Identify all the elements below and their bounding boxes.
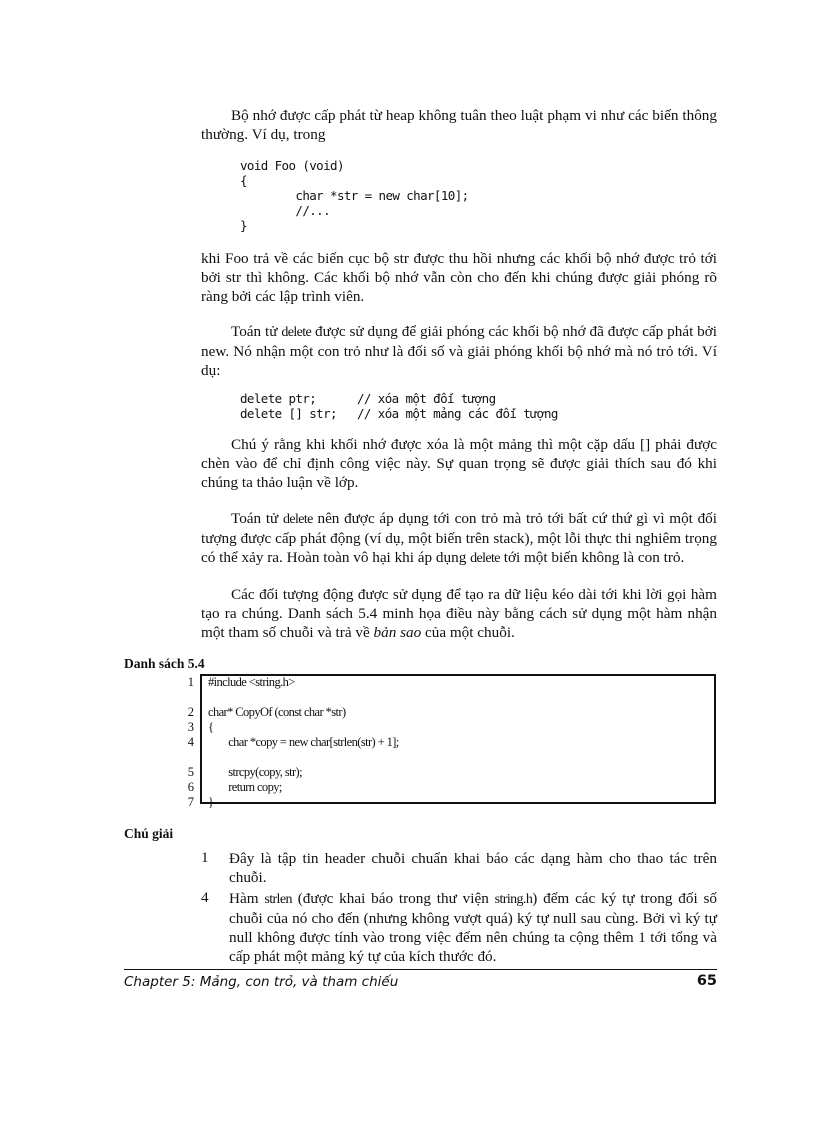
listing-heading: Danh sách 5.4 (124, 656, 205, 671)
keyword-strlen: strlen (264, 892, 292, 907)
paragraph-delete-intro: Toán tử delete được sử dụng để giải phóng các khối bộ nhớ đã được cấp phát bởi new. Nó nhận một con trỏ như là đối số và giải phóng khối bộ nhớ mà nó trỏ tới. Ví dụ: (201, 323, 717, 379)
code-foo-example: void Foo (void) { char *str = new char[10]; //... } (240, 158, 469, 233)
note-text: Hàm strlen (được khai báo trong thư viện string.h) đếm các ký tự trong đối số chuỗi của nó cho đến (nhưng không vượt quá) ký tự null sau cùng. Bởi vì ký tự null không được tính vào trong việc đếm nên chúng ta cộng thêm 1 tới tổng và cấp phát một mảng ký tự của kích thước đó. (229, 890, 718, 965)
code-delete-statements: delete ptr; delete [] str; (240, 391, 337, 421)
code-delete-comments: // xóa một đối tượng // xóa một mảng các đối tượng (357, 391, 558, 421)
paragraph-delete-warning: Toán tử delete nên được áp dụng tới con trỏ mà trỏ tới bất cứ thứ gì vì một đối tượng được cấp phát động (ví dụ, một biến trên stack), một lỗi thực thi nghiêm trọng có thể xảy ra. Hoàn toàn vô hại khi áp dụng delete tới một biến không là con trỏ. (201, 510, 717, 566)
keyword-delete: delete (282, 512, 313, 527)
note-text: Đây là tập tin header chuỗi chuẩn khai báo các dạng hàm cho thao tác trên chuỗi. (229, 850, 717, 886)
paragraph-array-delete: Chú ý rằng khi khối nhớ được xóa là một mảng thì một cặp dấu [] phải được chèn vào để chỉ định công việc này. Sự quan trọng sẽ được giải thích sau đó khi chúng ta thảo luận về lớp. (201, 436, 717, 491)
listing-line-numbers: 1 2 3 4 5 6 7 (187, 675, 194, 809)
keyword-delete: delete (281, 325, 312, 340)
paragraph-foo-return: khi Foo trả về các biến cục bộ str được thu hồi nhưng các khối bộ nhớ được trỏ tới bởi str thì không. Các khối bộ nhớ vẫn còn cho đến khi chúng được giải phóng rõ ràng bởi các lập trình viên. (201, 250, 717, 305)
footer-rule (124, 969, 717, 970)
paragraph-dynamic-objects: Các đối tượng động được sử dụng để tạo ra dữ liệu kéo dài tới khi lời gọi hàm tạo ra chúng. Danh sách 5.4 minh họa điều này bằng cách sử dụng một hàm nhận một tham số chuỗi và trả về bản sao của một chuỗi. (201, 586, 717, 641)
paragraph-heap-intro: Bộ nhớ được cấp phát từ heap không tuân theo luật phạm vi như các biến thông thường. Ví dụ, trong (201, 107, 717, 143)
keyword-string-h: string.h (494, 892, 533, 907)
footer-chapter-title: Chapter 5: Mảng, con trỏ, và tham chiếu (124, 974, 399, 990)
note-number: 1 (201, 849, 209, 866)
emphasis-ban-sao: bản sao (373, 624, 422, 641)
listing-code: #include <string.h> char* CopyOf (const char *str) { char *copy = new char[strlen(str) + 1]; strcpy(copy, str); return copy; } (208, 675, 399, 809)
note-number: 4 (201, 889, 209, 906)
notes-heading: Chú giải (124, 826, 174, 841)
keyword-delete: delete (470, 551, 500, 566)
footer-page-number: 65 (696, 973, 717, 989)
